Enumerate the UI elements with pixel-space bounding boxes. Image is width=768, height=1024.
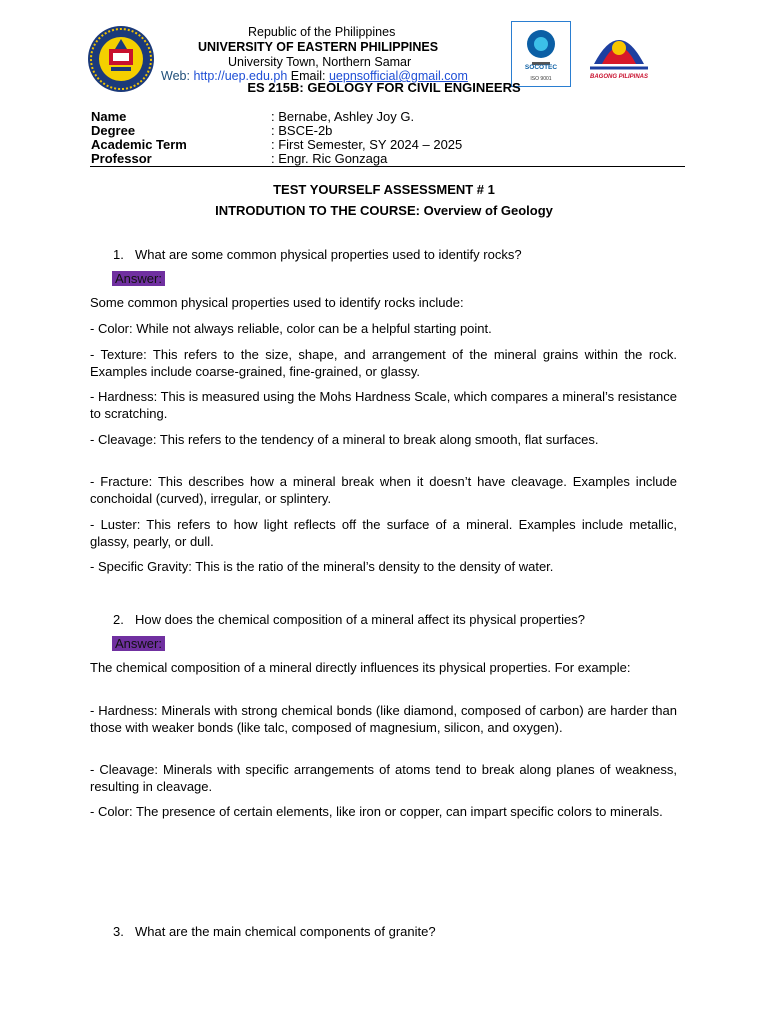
web-label: Web: bbox=[161, 69, 190, 83]
info-row-degree bbox=[91, 124, 332, 138]
assessment-title: TEST YOURSELF ASSESSMENT # 1 bbox=[273, 182, 495, 197]
q1-paragraph: - Luster: This refers to how light reflects off the surface of a mineral. Examples include metallic, glassy, pearly, or dull. bbox=[90, 517, 677, 549]
web-link[interactable]: http://uep.edu.ph bbox=[193, 69, 288, 83]
info-value: : Bernabe, Ashley Joy G. bbox=[271, 109, 415, 124]
question-text: What are the main chemical components of granite? bbox=[135, 924, 436, 939]
university-name: UNIVERSITY OF EASTERN PHILIPPINES bbox=[198, 40, 439, 54]
info-row-professor bbox=[91, 152, 387, 166]
header-divider bbox=[90, 166, 685, 167]
republic-text: Republic of the Philippines bbox=[248, 25, 396, 39]
q1-paragraph: - Hardness: This is measured using the Mohs Hardness Scale, which compares a mineral’s resistance to scratching. bbox=[90, 389, 677, 421]
info-row-term bbox=[91, 138, 462, 152]
q1-paragraph: - Color: While not always reliable, color can be a helpful starting point. bbox=[90, 321, 492, 336]
answer-label: Answer: bbox=[112, 636, 165, 651]
q2-paragraph: The chemical composition of a mineral directly influences its physical properties. For example: bbox=[90, 660, 631, 675]
socotec-iso: ISO 9001 bbox=[530, 76, 552, 82]
answer-label: Answer: bbox=[112, 271, 165, 286]
q1-paragraph: - Cleavage: This refers to the tendency of a mineral to break along smooth, flat surfaces. bbox=[90, 432, 599, 447]
socotec-label: SOCOTEC bbox=[524, 64, 558, 71]
info-label: Academic Term bbox=[91, 137, 187, 152]
info-label: Professor bbox=[91, 151, 152, 166]
q2-paragraph: - Color: The presence of certain elements, like iron or copper, can impart specific colors to minerals. bbox=[90, 804, 663, 819]
bagong-pilipinas-label: BAGONG PILIPINAS bbox=[589, 74, 648, 80]
bagong-pilipinas-logo bbox=[584, 24, 654, 86]
socotec-iso-logo bbox=[511, 21, 571, 87]
q1-paragraph: - Texture: This refers to the size, shape, and arrangement of the mineral grains within the rock. Examples include coarse-grained, fine-grained, or glassy. bbox=[90, 347, 677, 379]
info-value: : First Semester, SY 2024 – 2025 bbox=[271, 137, 463, 152]
q1-paragraph: - Specific Gravity: This is the ratio of the mineral’s density to the density of water. bbox=[90, 559, 554, 574]
question-text: How does the chemical composition of a mineral affect its physical properties? bbox=[135, 612, 585, 627]
info-value: : BSCE-2b bbox=[271, 123, 333, 138]
question-1 bbox=[113, 247, 522, 263]
email-label: Email: bbox=[290, 69, 326, 83]
question-3 bbox=[113, 924, 436, 940]
info-value: : Engr. Ric Gonzaga bbox=[271, 151, 388, 166]
info-label: Degree bbox=[91, 123, 136, 138]
question-text: What are some common physical properties used to identify rocks? bbox=[135, 247, 522, 262]
email-link[interactable]: uepnsofficial@gmail.com bbox=[328, 69, 468, 83]
university-location: University Town, Northern Samar bbox=[228, 55, 412, 69]
q1-paragraph: - Fracture: This describes how a mineral break when it doesn’t have cleavage. Examples include conchoidal (curved), irregular, or splintery. bbox=[90, 474, 677, 506]
q2-paragraph: - Cleavage: Minerals with specific arrangements of atoms tend to break along planes of weakness, resulting in cleavage. bbox=[90, 762, 677, 794]
question-number: 3. bbox=[113, 924, 124, 939]
info-row-name bbox=[91, 110, 414, 124]
question-number: 2. bbox=[113, 612, 124, 627]
question-number: 1. bbox=[113, 247, 124, 262]
q2-paragraph: - Hardness: Minerals with strong chemical bonds (like diamond, composed of carbon) are harder than those with weaker bonds (like talc, composed of magnesium, silicon, and oxygen). bbox=[90, 703, 677, 735]
question-2 bbox=[113, 612, 585, 628]
assessment-subtitle: INTRODUTION TO THE COURSE: Overview of Geology bbox=[215, 203, 553, 218]
course-title: ES 215B: GEOLOGY FOR CIVIL ENGINEERS bbox=[247, 80, 521, 95]
info-label: Name bbox=[91, 109, 127, 124]
q1-paragraph: Some common physical properties used to identify rocks include: bbox=[90, 295, 464, 310]
